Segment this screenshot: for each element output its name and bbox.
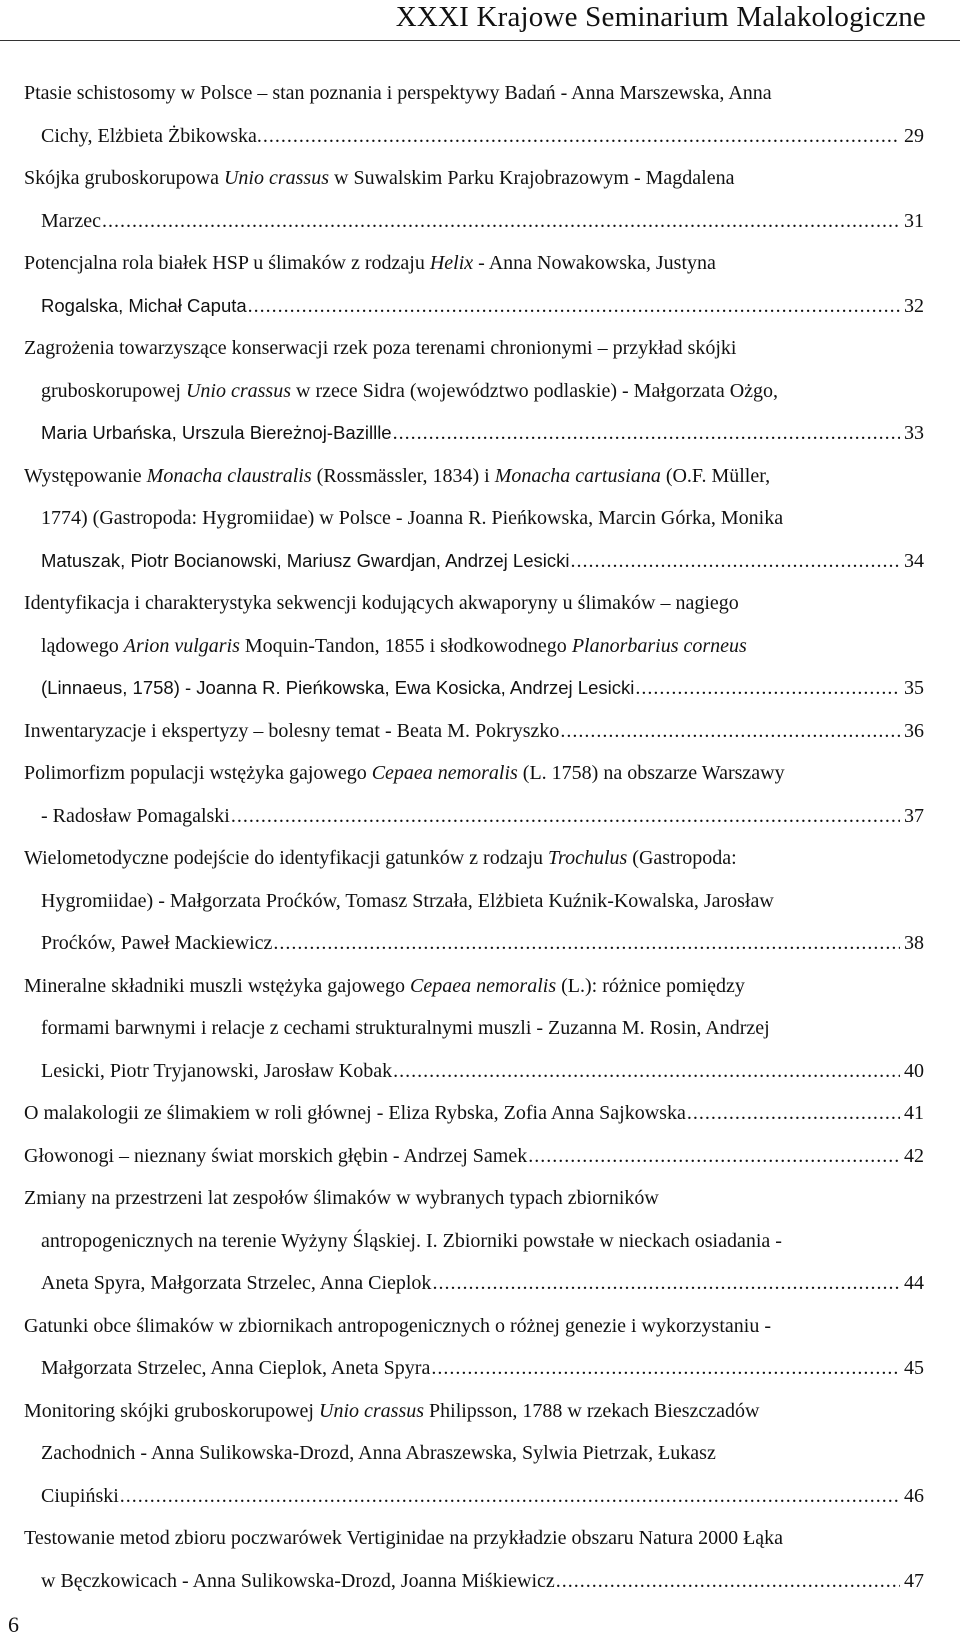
toc-text-segment: Lesicki, Piotr Tryjanowski, Jarosław Kobak: [41, 1059, 393, 1082]
toc-entry-text: [41, 285, 247, 328]
toc-page-number: 41: [904, 1102, 924, 1124]
toc-page-number: 45: [904, 1357, 924, 1379]
toc-entry-line: [24, 1135, 924, 1178]
toc-entry: [24, 455, 924, 583]
species-name: Arion vulgaris: [123, 634, 240, 657]
toc-entry-line: [24, 455, 924, 498]
toc-text-segment: Testowanie metod zbioru poczwarówek Vertiginidae na przykładzie obszaru Natura 2000 Łąka: [24, 1527, 784, 1549]
toc-text-segment: Potencjalna rola białek HSP u ślimaków z rodzaju: [24, 252, 430, 274]
dot-leader: [560, 710, 900, 753]
toc-entry-text: [41, 1262, 431, 1305]
toc-text-segment: Występowanie: [24, 464, 147, 487]
toc-text-segment: Moquin-Tandon, 1855 i słodkowodnego: [239, 634, 572, 657]
toc-entry-text: [41, 1050, 392, 1093]
toc-entry: [24, 710, 924, 753]
toc-entry-text: [41, 115, 262, 158]
toc-entry-line: [24, 1305, 924, 1348]
toc-entry-line: [24, 1560, 924, 1603]
toc-entry-text: [41, 1475, 119, 1518]
toc-entry: [24, 1135, 924, 1178]
toc-text-segment: Ptasie schistosomy w Polsce – stan poznania i perspektywy Badań - Anna Marszewska, Anna: [24, 82, 772, 104]
toc-text-segment: lądowego: [41, 634, 124, 657]
toc-entry-line: [24, 115, 924, 158]
toc-text-segment: (Linnaeus, 1758) - Joanna R. Pieńkowska, Ewa Kosicka, Andrzej Lesicki: [41, 677, 635, 698]
dot-leader: [393, 412, 900, 455]
dot-leader: [528, 1135, 900, 1178]
dot-leader: [102, 200, 900, 243]
toc-text-segment: Skójka gruboskorupowa: [24, 167, 224, 189]
toc-text-segment: Monitoring skójki gruboskorupowej: [24, 1399, 319, 1422]
species-name: Cepaea nemoralis: [410, 974, 557, 997]
toc-text-segment: Polimorfizm populacji wstężyka gajowego: [24, 762, 372, 784]
toc-page-number: 35: [904, 677, 924, 699]
dot-leader: [556, 1560, 900, 1603]
toc-entry: [24, 157, 924, 242]
toc-text-segment: Identyfikacja i charakterystyka sekwencji kodujących akwaporyny u ślimaków – nagiego: [24, 592, 739, 614]
toc-entry: [24, 582, 924, 710]
toc-entry: [24, 1305, 924, 1390]
toc-entry-line: [24, 1262, 924, 1305]
toc-text-segment: (L.): różnice pomiędzy: [556, 974, 745, 997]
species-name: Cepaea nemoralis: [371, 762, 518, 784]
toc-entry-line: [24, 1007, 924, 1050]
toc-entry-line: [24, 1177, 924, 1220]
toc-entry-line: [24, 72, 924, 115]
toc-entry-line: [24, 1050, 924, 1093]
toc-page-number: 33: [904, 422, 924, 444]
species-name: Trochulus: [548, 847, 628, 869]
species-name: Monacha claustralis: [146, 464, 312, 487]
toc-entry-text: [41, 795, 230, 838]
toc-text-segment: w Bęczkowicach - Anna Sulikowska-Drozd, Joanna Miśkiewicz: [41, 1569, 555, 1592]
toc-text-segment: (O.F. Müller,: [660, 464, 771, 487]
toc-text-segment: Ciupiński: [41, 1484, 119, 1507]
page-header: [0, 0, 960, 41]
toc-entry-text: [41, 667, 634, 710]
toc-entry: [24, 242, 924, 327]
toc-page-number: 38: [904, 932, 924, 954]
toc-text-segment: 1774) (Gastropoda: Hygromiidae) w Polsce - Joanna R. Pieńkowska, Marcin Górka, Monika: [41, 507, 784, 529]
toc-entry: [24, 1390, 924, 1518]
toc-text-segment: Inwentaryzacje i ekspertyzy – bolesny temat - Beata M. Pokryszko: [24, 719, 560, 742]
toc-entry-text: [24, 710, 559, 753]
species-name: Unio crassus: [223, 167, 329, 189]
toc-text-segment: Aneta Spyra, Małgorzata Strzelec, Anna Cieplok: [41, 1272, 432, 1294]
toc-entry-line: [24, 795, 924, 838]
species-name: Monacha cartusiana: [494, 464, 661, 487]
species-name: Planorbarius corneus: [571, 634, 747, 657]
toc-text-segment: (Gastropoda:: [627, 847, 737, 869]
toc-text-segment: Marzec: [41, 209, 101, 232]
toc-entry-line: [24, 412, 924, 455]
dot-leader: [273, 922, 900, 965]
toc-entry-line: [24, 200, 924, 243]
toc-text-segment: Głowonogi – nieznany świat morskich głębin - Andrzej Samek: [24, 1144, 528, 1167]
toc-entry-line: [24, 880, 924, 923]
dot-leader: [120, 1475, 900, 1518]
dot-leader: [432, 1262, 900, 1305]
toc-entry: [24, 1177, 924, 1305]
toc-page-number: 29: [904, 124, 924, 147]
toc-page-number: 34: [904, 549, 924, 572]
dot-leader: [393, 1050, 900, 1093]
toc-entry-text: [24, 1135, 527, 1178]
toc-entry-line: [24, 837, 924, 880]
toc-text-segment: w rzece Sidra (województwo podlaskie) - Małgorzata Ożgo,: [291, 379, 779, 402]
toc-entry-line: [24, 667, 924, 710]
toc-text-segment: Małgorzata Strzelec, Anna Cieplok, Aneta Spyra: [41, 1357, 431, 1379]
toc-page-number: 40: [904, 1059, 924, 1082]
toc-text-segment: - Radosław Pomagalski: [41, 804, 230, 827]
toc-page-number: 47: [904, 1569, 924, 1592]
page-number: 6: [8, 1612, 19, 1637]
toc-text-segment: Mineralne składniki muszli wstężyka gajowego: [24, 974, 411, 997]
toc-text-segment: w Suwalskim Parku Krajobrazowym - Magdalena: [329, 167, 735, 189]
toc-entry-line: [24, 1432, 924, 1475]
dot-leader: [687, 1092, 900, 1135]
toc-text-segment: Proćków, Paweł Mackiewicz: [41, 932, 273, 954]
dot-leader: [431, 1347, 900, 1390]
toc-text-segment: Philipsson, 1788 w rzekach Bieszczadów: [424, 1399, 760, 1422]
species-name: Helix: [429, 252, 474, 274]
toc-text-segment: (Rossmässler, 1834) i: [311, 464, 495, 487]
toc-entry-text: [41, 540, 569, 583]
toc-text-segment: O malakologii ze ślimakiem w roli głównej - Eliza Rybska, Zofia Anna Sajkowska: [24, 1102, 686, 1124]
toc-entry-line: [24, 370, 924, 413]
toc-text-segment: formami barwnymi i relacje z cechami strukturalnymi muszli - Zuzanna M. Rosin, Andrzej: [41, 1017, 770, 1039]
toc-text-segment: Rogalska, Michał Caputa: [41, 294, 247, 316]
toc-text-segment: Maria Urbańska, Urszula Biereżnoj-Bazillle: [41, 422, 392, 443]
toc-entry-line: [24, 242, 924, 285]
dot-leader: [570, 540, 900, 583]
toc-entry: [24, 752, 924, 837]
toc-text-segment: Matuszak, Piotr Bocianowski, Mariusz Gwardjan, Andrzej Lesicki: [41, 549, 570, 571]
toc-text-segment: - Anna Nowakowska, Justyna: [473, 252, 716, 274]
toc-entry-text: [41, 200, 101, 243]
toc-entry-line: [24, 497, 924, 540]
toc-page-number: 37: [904, 804, 924, 827]
toc-entry-line: [24, 922, 924, 965]
dot-leader: [635, 667, 900, 710]
toc-entry-line: [24, 327, 924, 370]
toc-entry-line: [24, 625, 924, 668]
species-name: Unio crassus: [319, 1399, 425, 1422]
toc-text-segment: antropogenicznych na terenie Wyżyny Śląskiej. I. Zbiorniki powstałe w nieckach osiadania -: [41, 1229, 782, 1252]
toc-text-segment: Zmiany na przestrzeni lat zespołów ślimaków w wybranych typach zbiorników: [24, 1187, 659, 1209]
toc-page-number: 42: [904, 1144, 924, 1167]
toc-entry-line: [24, 1092, 924, 1135]
toc-entry-line: [24, 1517, 924, 1560]
toc-page-number: 44: [904, 1272, 924, 1294]
toc-entry-text: [41, 1347, 430, 1390]
toc-entry-line: [24, 540, 924, 583]
toc-entry-line: [24, 1390, 924, 1433]
toc-text-segment: Gatunki obce ślimaków w zbiornikach antropogenicznych o różnej genezie i wykorzystaniu -: [24, 1314, 771, 1337]
toc-page-number: 32: [904, 294, 924, 317]
table-of-contents: [24, 72, 924, 1602]
toc-entry-text: [41, 1560, 555, 1603]
toc-entry: [24, 837, 924, 965]
toc-text-segment: Wielometodyczne podejście do identyfikacji gatunków z rodzaju: [24, 847, 549, 869]
toc-entry-line: [24, 1475, 924, 1518]
toc-entry-text: [41, 922, 272, 965]
toc-text-segment: (L. 1758) na obszarze Warszawy: [517, 762, 785, 784]
toc-text-segment: Cichy, Elżbieta Żbikowska.: [41, 124, 262, 147]
toc-text-segment: Zachodnich - Anna Sulikowska-Drozd, Anna Abraszewska, Sylwia Pietrzak, Łukasz: [41, 1442, 716, 1464]
toc-page-number: 36: [904, 719, 924, 742]
toc-page-number: 46: [904, 1484, 924, 1507]
toc-entry: [24, 1517, 924, 1602]
toc-entry-line: [24, 582, 924, 625]
toc-page-number: 31: [904, 209, 924, 232]
toc-entry-text: [41, 412, 392, 455]
toc-entry: [24, 327, 924, 455]
species-name: Unio crassus: [185, 379, 291, 402]
toc-entry-line: [24, 752, 924, 795]
dot-leader: [248, 285, 900, 328]
toc-entry: [24, 965, 924, 1093]
toc-entry-line: [24, 1347, 924, 1390]
dot-leader: [231, 795, 900, 838]
toc-entry-line: [24, 710, 924, 753]
toc-entry-line: [24, 965, 924, 1008]
toc-text-segment: Zagrożenia towarzyszące konserwacji rzek poza terenami chronionymi – przykład skójki: [24, 337, 737, 359]
toc-entry-line: [24, 1220, 924, 1263]
toc-entry: [24, 72, 924, 157]
toc-entry: [24, 1092, 924, 1135]
dot-leader: [263, 115, 900, 158]
running-header-title: XXXI Krajowe Seminarium Malakologiczne: [395, 1, 926, 33]
toc-entry-text: [24, 1092, 686, 1135]
toc-entry-line: [24, 285, 924, 328]
toc-text-segment: Hygromiidae) - Małgorzata Proćków, Tomasz Strzała, Elżbieta Kuźnik-Kowalska, Jarosław: [41, 889, 774, 912]
toc-text-segment: gruboskorupowej: [41, 379, 186, 402]
toc-entry-line: [24, 157, 924, 200]
